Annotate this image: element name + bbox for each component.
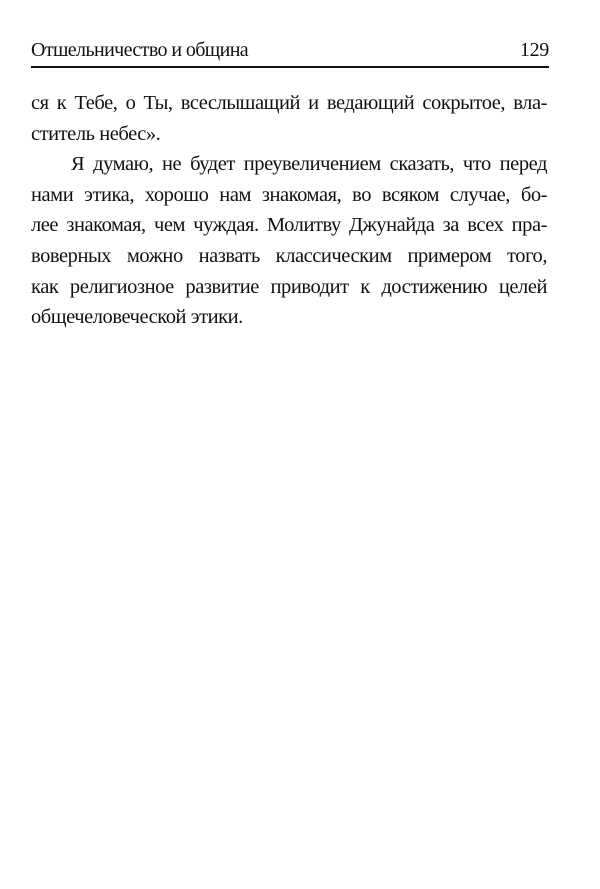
- page-number: 129: [519, 39, 549, 61]
- text-line: нами этика, хорошо нам знакомая, во всяком случае, бо-: [31, 183, 547, 206]
- text-line: ститель небес».: [31, 122, 161, 145]
- paragraph-2: [31, 149, 547, 333]
- text-line: общечеловеческой этики.: [31, 306, 243, 329]
- text-line: лее знакомая, чем чуждая. Молитву Джунайда за всех пра-: [31, 214, 547, 237]
- chapter-title: Отшельничество и община: [31, 39, 249, 61]
- body-text: [31, 88, 547, 333]
- text-line: Я думаю, не будет преувеличением сказать, что перед: [71, 153, 547, 176]
- paragraph-1: [31, 88, 547, 149]
- text-line: ся к Тебе, о Ты, всеслышащий и ведающий сокрытое, вла-: [31, 92, 547, 114]
- text-line: как религиозное развитие приводит к достижению целей: [31, 275, 547, 298]
- text-line: воверных можно назвать классическим примером того,: [31, 244, 547, 267]
- running-head: [31, 40, 549, 68]
